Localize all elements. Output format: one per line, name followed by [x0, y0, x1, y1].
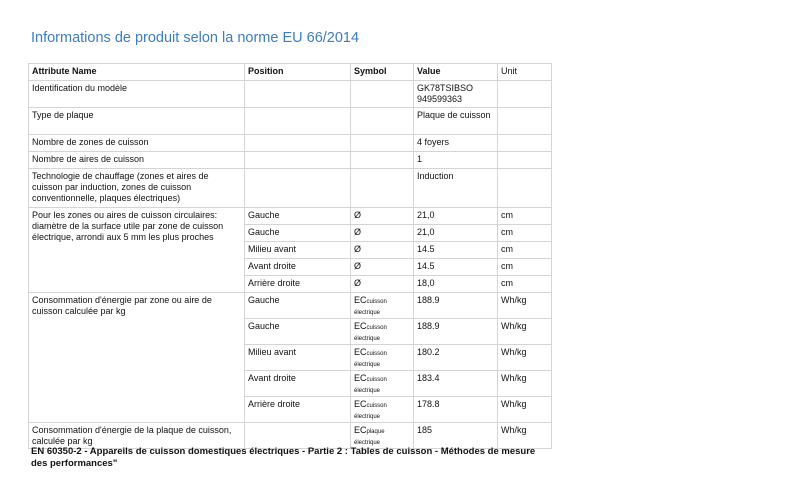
symbol-sub: cuisson — [366, 403, 387, 409]
table-row — [29, 135, 552, 152]
unit: cm — [498, 208, 552, 225]
standard-footnote: EN 60350-2 - Appareils de cuisson domestiques électriques - Partie 2 : Tables de cuisson - Méthodes de mesure des performances" — [31, 446, 536, 469]
value: 178.8 — [414, 397, 498, 423]
position: Avant droite — [245, 371, 351, 397]
symbol — [351, 345, 414, 371]
value — [414, 81, 498, 108]
position: Milieu avant — [245, 242, 351, 259]
symbol-sub: cuisson — [366, 377, 387, 383]
unit: Wh/kg — [498, 397, 552, 423]
symbol-main: EC — [354, 373, 367, 383]
value: 185 — [414, 423, 498, 449]
position: Gauche — [245, 225, 351, 242]
value: 183.4 — [414, 371, 498, 397]
header-unit: Unit — [498, 64, 552, 81]
position: Arrière droite — [245, 397, 351, 423]
unit: cm — [498, 225, 552, 242]
position: Gauche — [245, 293, 351, 319]
symbol-sub2: électrique — [354, 414, 381, 420]
table-row — [29, 423, 552, 449]
value: Plaque de cuisson — [414, 108, 498, 135]
page-title: Informations de produit selon la norme EU 66/2014 — [31, 30, 360, 46]
attribute-name: Consommation d'énergie de la plaque de cuisson, calculée par kg — [29, 423, 245, 449]
position: Arrière droite — [245, 276, 351, 293]
unit: cm — [498, 259, 552, 276]
symbol-main: EC — [354, 347, 367, 357]
value: 188.9 — [414, 293, 498, 319]
symbol: Ø — [351, 242, 414, 259]
unit: Wh/kg — [498, 319, 552, 345]
attribute-name: Pour les zones ou aires de cuisson circulaires: diamètre de la surface utile par zone de cuisson électrique, arrondi aux 5 mm les plus proches — [29, 208, 245, 293]
value: Induction — [414, 169, 498, 208]
symbol-main: EC — [354, 295, 367, 305]
position: Milieu avant — [245, 345, 351, 371]
attribute-name: Technologie de chauffage (zones et aires de cuisson par induction, zones de cuisson conventionnelle, plaques électriques) — [29, 169, 245, 208]
symbol — [351, 371, 414, 397]
header-position: Position — [245, 64, 351, 81]
position: Gauche — [245, 319, 351, 345]
value: 4 foyers — [414, 135, 498, 152]
symbol: Ø — [351, 208, 414, 225]
value: 21,0 — [414, 208, 498, 225]
symbol-main: EC — [354, 399, 367, 409]
unit: Wh/kg — [498, 423, 552, 449]
table-header — [29, 64, 552, 81]
symbol: Ø — [351, 259, 414, 276]
position: Avant droite — [245, 259, 351, 276]
symbol-main: EC — [354, 425, 367, 435]
value: 14.5 — [414, 242, 498, 259]
model-number: 949599363 — [417, 94, 463, 104]
value: 14.5 — [414, 259, 498, 276]
value: 21,0 — [414, 225, 498, 242]
header-attribute: Attribute Name — [29, 64, 245, 81]
symbol-sub2: électrique — [354, 310, 381, 316]
attribute-name: Type de plaque — [29, 108, 245, 135]
symbol — [351, 293, 414, 319]
table-row — [29, 152, 552, 169]
symbol-main: EC — [354, 321, 367, 331]
unit: cm — [498, 242, 552, 259]
model-id: GK78TSIBSO — [417, 83, 474, 93]
table-row — [29, 81, 552, 108]
unit: Wh/kg — [498, 345, 552, 371]
table-row — [29, 208, 552, 225]
symbol-sub: cuisson — [366, 299, 387, 305]
value: 188.9 — [414, 319, 498, 345]
symbol-sub: plaque — [366, 429, 385, 435]
product-info-table — [28, 63, 552, 449]
position: Gauche — [245, 208, 351, 225]
attribute-name: Identification du modèle — [29, 81, 245, 108]
header-value: Value — [414, 64, 498, 81]
symbol — [351, 423, 414, 449]
table-row — [29, 293, 552, 319]
header-symbol: Symbol — [351, 64, 414, 81]
symbol-sub2: électrique — [354, 440, 381, 446]
symbol: Ø — [351, 225, 414, 242]
table-row — [29, 169, 552, 208]
symbol — [351, 319, 414, 345]
table-row — [29, 108, 552, 135]
attribute-name: Nombre de zones de cuisson — [29, 135, 245, 152]
unit: Wh/kg — [498, 293, 552, 319]
value: 1 — [414, 152, 498, 169]
value: 180.2 — [414, 345, 498, 371]
attribute-name: Nombre de aires de cuisson — [29, 152, 245, 169]
attribute-name: Consommation d'énergie par zone ou aire de cuisson calculée par kg — [29, 293, 245, 423]
symbol — [351, 397, 414, 423]
value: 18,0 — [414, 276, 498, 293]
symbol: Ø — [351, 276, 414, 293]
symbol-sub: cuisson — [366, 351, 387, 357]
unit: cm — [498, 276, 552, 293]
symbol-sub: cuisson — [366, 325, 387, 331]
symbol-sub2: électrique — [354, 388, 381, 394]
symbol-sub2: électrique — [354, 336, 381, 342]
symbol-sub2: électrique — [354, 362, 381, 368]
unit: Wh/kg — [498, 371, 552, 397]
